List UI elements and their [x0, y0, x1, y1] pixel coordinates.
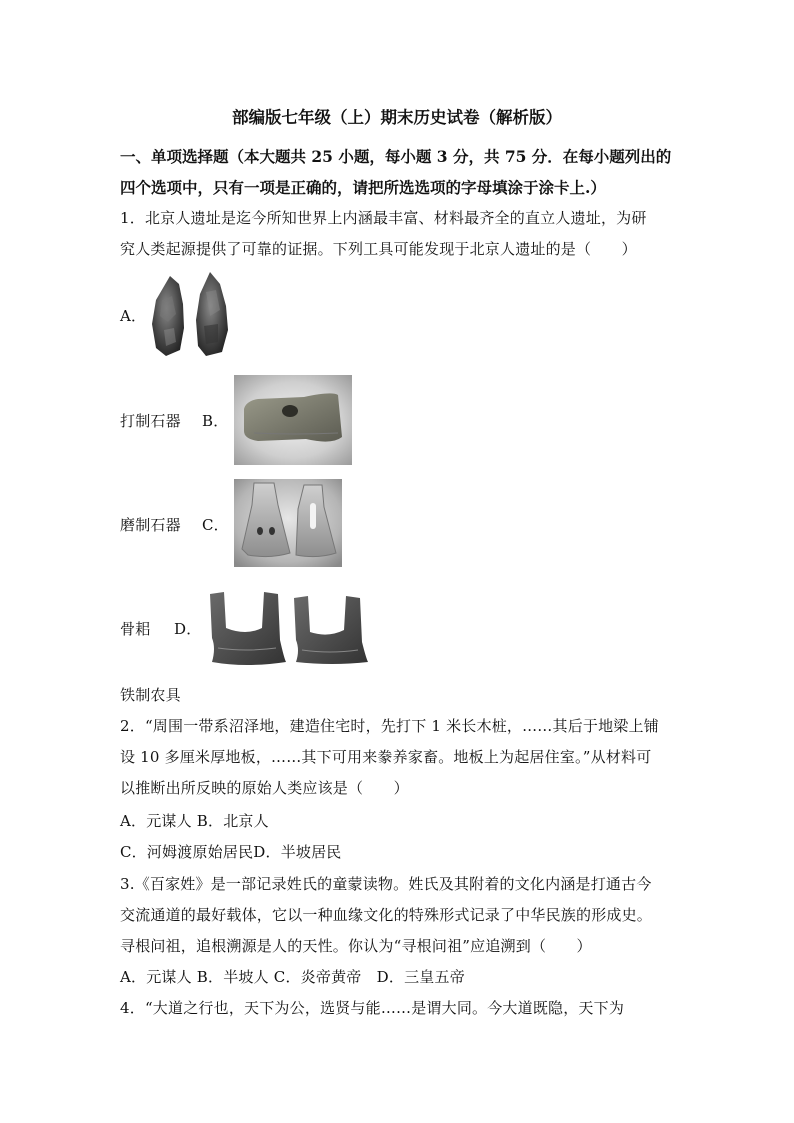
option-c-letter: C． [202, 516, 229, 534]
option-d-letter: D． [174, 620, 202, 638]
page-title: 部编版七年级（上）期末历史试卷（解析版） [232, 108, 562, 127]
question-2-line-1: 2．“周围一带系沼泽地，建造住宅时，先打下 1 米长木桩，……其后于地梁上铺 [120, 717, 659, 735]
question-2-line-3: 以推断出所反映的原始人类应该是（ ） [120, 779, 409, 797]
question-3-line-2: 交流通道的最好载体，它以一种血缘文化的特殊形式记录了中华民族的形成史。 [120, 906, 653, 924]
question-4-line-1: 4．“大道之行也，天下为公，选贤与能……是谓大同。今大道既隐，天下为 [120, 999, 625, 1017]
question-2-line-2: 设 10 多厘米厚地板，……其下可用来豢养家畜。地板上为起居住室。”从材料可 [120, 748, 652, 766]
section-heading-line-2: 四个选项中，只有一项是正确的，请把所选选项的字母填涂于涂卡上.） [120, 178, 606, 197]
question-3-line-3: 寻根问祖，追根溯源是人的天性。你认为“寻根问祖”应追溯到（ ） [120, 937, 592, 955]
chipped-stone-tool-image [148, 270, 234, 360]
polished-stone-tool-image [234, 375, 352, 465]
option-d-caption: 铁制农具 [120, 686, 181, 704]
section-heading-line-1: 一、单项选择题（本大题共 25 小题，每小题 3 分，共 75 分．在每小题列出的 [120, 147, 672, 166]
option-b-caption: 磨制石器 [120, 516, 181, 534]
question-1-line-1: 1．北京人遗址是迄今所知世界上内涵最丰富、材料最齐全的直立人遗址，为研 [120, 209, 647, 227]
question-2-options-ab: A．元谋人 B．北京人 [120, 812, 269, 830]
question-2-options-cd: C．河姆渡原始居民D．半坡居民 [120, 843, 342, 861]
iron-tool-image [206, 588, 378, 666]
question-3-options: A．元谋人 B．半坡人 C．炎帝黄帝 D．三皇五帝 [120, 968, 465, 986]
option-c-caption: 骨耜 [120, 620, 151, 638]
option-b-letter: B． [202, 412, 229, 430]
bone-spade-image [234, 479, 342, 567]
question-1-line-2: 究人类起源提供了可靠的证据。下列工具可能发现于北京人遗址的是（ ） [120, 240, 637, 258]
option-a-letter: A． [120, 307, 147, 325]
option-a-caption: 打制石器 [120, 412, 181, 430]
question-3-line-1: 3.《百家姓》是一部记录姓氏的童蒙读物。姓氏及其附着的文化内涵是打通古今 [120, 875, 652, 893]
